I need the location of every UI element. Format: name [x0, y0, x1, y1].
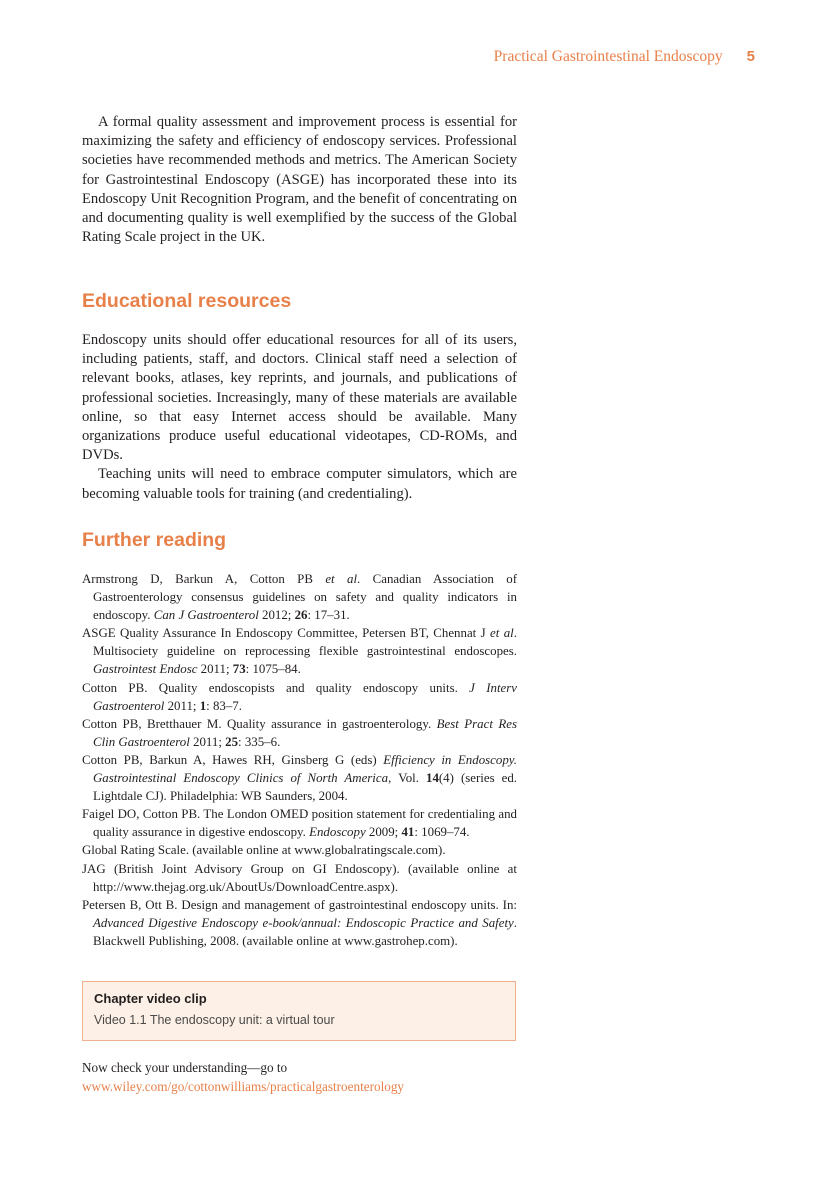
video-clip-link[interactable]: Video 1.1 The endoscopy unit: a virtual tour	[94, 1013, 335, 1027]
reference-item: JAG (British Joint Advisory Group on GI Endoscopy). (available online at http://www.thejag.org.uk/AboutUs/DownloadCentre.aspx).	[82, 861, 517, 894]
educational-paragraph-1: Endoscopy units should offer educational resources for all of its users, including patients, staff, and doctors. Clinical staff need a selection of relevant books, atlases, key reprints, and journals, and publications of professional societies. Increasingly, many of these materials are available online, so that easy Internet access should be available. Many organizations produce useful educational videotapes, CD-ROMs, and DVDs.	[82, 332, 517, 464]
reference-list	[82, 570, 517, 950]
reference-item: ASGE Quality Assurance In Endoscopy Committee, Petersen BT, Chennat J et al. Multisociety guideline on reprocessing flexible gastrointestinal endoscopes. Gastrointest Endosc 2011; 73: 1075–84.	[82, 626, 517, 677]
reference-item: Faigel DO, Cotton PB. The London OMED position statement for credentialing and quality assurance in digestive endoscopy. Endoscopy 2009; 41: 1069–74.	[82, 807, 517, 840]
reference-item: Cotton PB, Bretthauer M. Quality assurance in gastroenterology. Best Pract Res Clin Gastroenterol 2011; 25: 335–6.	[82, 716, 517, 749]
educational-paragraph-2: Teaching units will need to embrace computer simulators, which are becoming valuable tools for training (and credentialing).	[82, 466, 517, 502]
heading-educational-resources: Educational resources	[82, 290, 292, 312]
running-head	[0, 48, 755, 66]
video-box-title: Chapter video clip	[94, 991, 207, 1006]
intro-paragraph: A formal quality assessment and improvement process is essential for maximizing the safety and efficiency of endoscopy services. Professional societies have recommended methods and metrics. The American Society for Gastrointestinal Endoscopy (ASGE) has incorporated these into its Endoscopy Unit Recognition Program, and the benefit of concentrating on and documenting quality is well exemplified by the success of the Global Rating Scale project in the UK.	[82, 114, 517, 246]
intro-section	[82, 113, 517, 247]
educational-section	[82, 331, 517, 504]
check-understanding-text: Now check your understanding—go to	[82, 1060, 288, 1075]
companion-website-link[interactable]: www.wiley.com/go/cottonwilliams/practicalgastroenterology	[82, 1078, 405, 1094]
chapter-video-box	[82, 981, 516, 1041]
page-number: 5	[746, 48, 755, 65]
reference-item: Armstrong D, Barkun A, Cotton PB et al. Canadian Association of Gastroenterology consensus guidelines on safety and quality indicators in endoscopy. Can J Gastroenterol 2012; 26: 17–31.	[82, 572, 517, 623]
check-understanding	[82, 1059, 404, 1096]
reference-item: Cotton PB, Barkun A, Hawes RH, Ginsberg G (eds) Efficiency in Endoscopy. Gastrointestinal Endoscopy Clinics of North America, Vol. 14(4) (series ed. Lightdale CJ). Philadelphia: WB Saunders, 2004.	[82, 752, 518, 804]
reference-item: Cotton PB. Quality endoscopists and quality endoscopy units. J Interv Gastroenterol 2011; 1: 83–7.	[82, 680, 517, 713]
running-title: Practical Gastrointestinal Endoscopy	[493, 48, 723, 65]
reference-item: Global Rating Scale. (available online at www.globalratingscale.com).	[82, 843, 446, 858]
reference-item: Petersen B, Ott B. Design and management of gastrointestinal endoscopy units. In: Advanced Digestive Endoscopy e-book/annual: Endoscopic Practice and Safety. Blackwell Publishing, 2008. (available online at www.gastrohep.com).	[82, 897, 517, 948]
heading-further-reading: Further reading	[82, 529, 227, 551]
